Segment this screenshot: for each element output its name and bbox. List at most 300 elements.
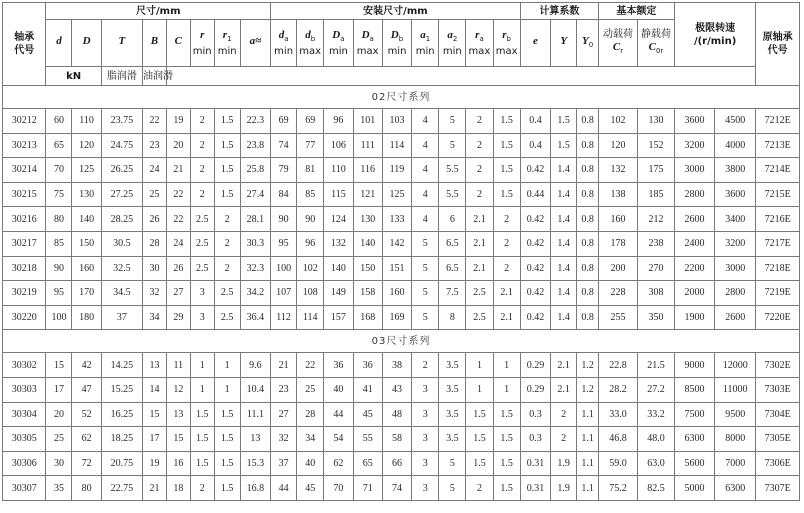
column-limit-label: max xyxy=(468,45,491,57)
table-cell: 48.0 xyxy=(638,427,675,452)
table-cell: 22.8 xyxy=(598,353,637,378)
table-cell: 1 xyxy=(214,353,240,378)
table-row xyxy=(3,133,800,158)
table-cell: 36.4 xyxy=(240,305,270,330)
table-cell: 2400 xyxy=(674,231,714,256)
table-cell: 27.25 xyxy=(101,182,142,207)
table-cell: 30307 xyxy=(3,476,46,501)
table-cell: 3 xyxy=(412,451,439,476)
table-cell: 140 xyxy=(72,207,101,232)
table-cell: 30 xyxy=(143,256,167,281)
table-cell: 0.4 xyxy=(520,109,550,134)
table-cell: 3.5 xyxy=(439,353,466,378)
table-cell: 32 xyxy=(271,427,297,452)
table-cell: 0.42 xyxy=(520,256,550,281)
table-cell: 3200 xyxy=(715,231,756,256)
table-cell: 1.4 xyxy=(551,231,577,256)
table-cell: 2 xyxy=(493,231,520,256)
table-cell: 90 xyxy=(46,256,72,281)
dimensions-group-header: 尺寸/mm xyxy=(46,3,271,20)
table-cell: 54 xyxy=(324,427,353,452)
table-cell: 2 xyxy=(214,256,240,281)
table-cell: 7307E xyxy=(756,476,800,501)
table-cell: 2.1 xyxy=(466,256,493,281)
table-cell: 96 xyxy=(324,109,353,134)
table-row xyxy=(3,231,800,256)
table-cell: 228 xyxy=(598,281,637,306)
table-cell: 0.31 xyxy=(520,476,550,501)
table-cell: 7.5 xyxy=(439,281,466,306)
table-cell: 15.25 xyxy=(101,377,142,402)
table-cell: 108 xyxy=(297,281,324,306)
table-row xyxy=(3,353,800,378)
table-cell: 7303E xyxy=(756,377,800,402)
table-cell: 0.8 xyxy=(577,256,599,281)
table-cell: 22 xyxy=(166,207,190,232)
table-cell: 138 xyxy=(598,182,637,207)
table-cell: 5000 xyxy=(674,476,714,501)
static-load-header xyxy=(638,20,675,67)
table-cell: 3 xyxy=(412,377,439,402)
table-cell: 200 xyxy=(598,256,637,281)
table-cell: 1 xyxy=(493,353,520,378)
rating-unit-header: kN xyxy=(46,67,101,86)
oil-lubrication-header: 油润滑 xyxy=(143,67,167,86)
table-cell: 90 xyxy=(297,207,324,232)
table-cell: 132 xyxy=(598,158,637,183)
table-cell: 14.25 xyxy=(101,353,142,378)
table-cell: 1.5 xyxy=(214,402,240,427)
table-cell: 18.25 xyxy=(101,427,142,452)
table-cell: 5.5 xyxy=(439,158,466,183)
table-cell: 14 xyxy=(143,377,167,402)
mount-col-header xyxy=(324,20,353,67)
column-symbol: d xyxy=(278,28,285,41)
table-cell: 3.5 xyxy=(439,402,466,427)
table-cell: 5 xyxy=(412,256,439,281)
table-cell: 140 xyxy=(353,231,382,256)
table-cell: 152 xyxy=(638,133,675,158)
table-cell: 0.3 xyxy=(520,427,550,452)
column-limit-label: min xyxy=(192,45,212,57)
table-cell: 1.4 xyxy=(551,182,577,207)
table-cell: 151 xyxy=(382,256,411,281)
table-cell: 74 xyxy=(382,476,411,501)
column-subscript: b xyxy=(398,34,404,43)
table-cell: 110 xyxy=(72,109,101,134)
column-subscript: a xyxy=(369,34,374,43)
static-load-symbol: C xyxy=(648,40,656,53)
table-cell: 22.3 xyxy=(240,109,270,134)
table-cell: 1.5 xyxy=(466,427,493,452)
table-row xyxy=(3,377,800,402)
table-cell: 27 xyxy=(271,402,297,427)
table-cell: 0.8 xyxy=(577,109,599,134)
table-cell: 70 xyxy=(324,476,353,501)
table-cell: 125 xyxy=(382,182,411,207)
table-cell: 44 xyxy=(271,476,297,501)
column-symbol: r xyxy=(475,28,480,41)
table-cell: 5 xyxy=(412,231,439,256)
table-cell: 2.5 xyxy=(466,305,493,330)
table-cell: 36 xyxy=(324,353,353,378)
table-cell: 2600 xyxy=(715,305,756,330)
table-cell: 1 xyxy=(190,377,214,402)
table-cell: 1.5 xyxy=(551,109,577,134)
table-cell: 2 xyxy=(214,231,240,256)
table-cell: 1.5 xyxy=(493,133,520,158)
table-cell: 95 xyxy=(46,281,72,306)
table-cell: 1.5 xyxy=(190,427,214,452)
table-row xyxy=(3,256,800,281)
table-cell: 18 xyxy=(166,476,190,501)
table-cell: 102 xyxy=(297,256,324,281)
table-cell: 28 xyxy=(297,402,324,427)
table-cell: 2 xyxy=(466,133,493,158)
table-cell: 45 xyxy=(297,476,324,501)
table-cell: 1.5 xyxy=(493,158,520,183)
table-cell: 2.1 xyxy=(466,231,493,256)
table-cell: 42 xyxy=(72,353,101,378)
table-cell: 1.5 xyxy=(493,476,520,501)
table-cell: 95 xyxy=(271,231,297,256)
table-cell: 80 xyxy=(72,476,101,501)
table-cell: 0.42 xyxy=(520,281,550,306)
table-cell: 130 xyxy=(72,182,101,207)
table-cell: 7220E xyxy=(756,305,800,330)
table-cell: 13 xyxy=(143,353,167,378)
table-cell: 110 xyxy=(324,158,353,183)
mount-col-header xyxy=(466,20,493,67)
column-symbol: D xyxy=(390,28,399,41)
dynamic-load-label: 动载荷 xyxy=(602,28,633,40)
table-cell: 2 xyxy=(190,109,214,134)
table-cell: 1.5 xyxy=(493,451,520,476)
table-cell: 34 xyxy=(297,427,324,452)
table-cell: 25 xyxy=(46,427,72,452)
table-cell: 160 xyxy=(382,281,411,306)
column-symbol: d xyxy=(305,28,311,41)
table-cell: 130 xyxy=(638,109,675,134)
table-cell: 16 xyxy=(166,451,190,476)
table-cell: 0.42 xyxy=(520,231,550,256)
table-cell: 158 xyxy=(353,281,382,306)
limit-speed-group-header: 极限转速 /(r/min) xyxy=(674,3,755,67)
table-cell: 9000 xyxy=(674,353,714,378)
table-cell: 3000 xyxy=(674,158,714,183)
column-symbol: Y xyxy=(560,34,568,47)
table-cell: 6.5 xyxy=(439,231,466,256)
table-cell: 24 xyxy=(166,231,190,256)
table-cell: 1.4 xyxy=(551,305,577,330)
column-symbol: d xyxy=(56,34,62,47)
table-row xyxy=(3,427,800,452)
table-cell: 1.5 xyxy=(551,133,577,158)
table-cell: 121 xyxy=(353,182,382,207)
table-cell: 2800 xyxy=(674,182,714,207)
table-cell: 19 xyxy=(143,451,167,476)
table-row xyxy=(3,476,800,501)
column-symbol: Y xyxy=(581,34,589,47)
table-cell: 1.2 xyxy=(577,353,599,378)
table-cell: 16.25 xyxy=(101,402,142,427)
table-cell: 1.5 xyxy=(190,451,214,476)
table-cell: 12000 xyxy=(715,353,756,378)
table-cell: 27.2 xyxy=(638,377,675,402)
table-cell: 60 xyxy=(46,109,72,134)
table-cell: 1.1 xyxy=(577,402,599,427)
table-cell: 27 xyxy=(166,281,190,306)
table-cell: 114 xyxy=(297,305,324,330)
table-cell: 13 xyxy=(240,427,270,452)
table-cell: 2 xyxy=(190,133,214,158)
table-cell: 130 xyxy=(353,207,382,232)
table-cell: 30217 xyxy=(3,231,46,256)
table-cell: 2 xyxy=(493,256,520,281)
table-cell: 1.4 xyxy=(551,256,577,281)
table-cell: 1.5 xyxy=(190,402,214,427)
table-cell: 149 xyxy=(324,281,353,306)
column-subscript: a xyxy=(284,34,289,43)
table-cell: 17 xyxy=(143,427,167,452)
table-cell: 15.3 xyxy=(240,451,270,476)
table-cell: 15 xyxy=(166,427,190,452)
table-cell: 48 xyxy=(382,402,411,427)
dynamic-load-subscript: r xyxy=(620,46,624,55)
table-cell: 2.1 xyxy=(493,281,520,306)
table-cell: 0.42 xyxy=(520,305,550,330)
table-cell: 21.5 xyxy=(638,353,675,378)
table-cell: 30219 xyxy=(3,281,46,306)
dims-col-header xyxy=(240,20,270,67)
table-cell: 115 xyxy=(324,182,353,207)
table-cell: 4500 xyxy=(715,109,756,134)
table-cell: 160 xyxy=(72,256,101,281)
grease-lubrication-header: 脂润滑 xyxy=(101,67,142,86)
table-cell: 1.5 xyxy=(493,427,520,452)
table-row xyxy=(3,109,800,134)
dims-col-header xyxy=(72,20,101,67)
table-cell: 125 xyxy=(72,158,101,183)
table-cell: 111 xyxy=(353,133,382,158)
table-cell: 6300 xyxy=(715,476,756,501)
mount-col-header xyxy=(382,20,411,67)
table-cell: 1.5 xyxy=(466,402,493,427)
table-cell: 22 xyxy=(297,353,324,378)
dims-col-header xyxy=(143,20,167,67)
table-cell: 27.4 xyxy=(240,182,270,207)
table-cell: 32.3 xyxy=(240,256,270,281)
table-cell: 69 xyxy=(297,109,324,134)
table-cell: 0.29 xyxy=(520,353,550,378)
table-row xyxy=(3,281,800,306)
table-cell: 71 xyxy=(353,476,382,501)
table-cell: 1.5 xyxy=(493,182,520,207)
table-cell: 0.8 xyxy=(577,231,599,256)
table-cell: 0.8 xyxy=(577,158,599,183)
original-code-header: 原轴承 代号 xyxy=(756,3,800,86)
table-cell: 7216E xyxy=(756,207,800,232)
table-cell: 2.5 xyxy=(190,207,214,232)
dims-col-header xyxy=(166,20,190,67)
table-cell: 15 xyxy=(143,402,167,427)
table-cell: 2800 xyxy=(715,281,756,306)
table-cell: 0.3 xyxy=(520,402,550,427)
table-cell: 1.9 xyxy=(551,451,577,476)
table-cell: 22 xyxy=(166,182,190,207)
mount-col-header xyxy=(353,20,382,67)
table-cell: 2 xyxy=(412,353,439,378)
table-cell: 30212 xyxy=(3,109,46,134)
table-cell: 84 xyxy=(271,182,297,207)
mounting-dimensions-group-header: 安装尺寸/mm xyxy=(271,3,521,20)
column-subscript: 0 xyxy=(588,40,594,49)
column-symbol: a xyxy=(420,28,426,41)
column-subscript: 1 xyxy=(227,34,232,43)
mount-col-header xyxy=(493,20,520,67)
table-cell: 40 xyxy=(324,377,353,402)
table-cell: 21 xyxy=(271,353,297,378)
table-cell: 140 xyxy=(324,256,353,281)
table-cell: 3 xyxy=(190,305,214,330)
table-cell: 2000 xyxy=(674,281,714,306)
table-cell: 21 xyxy=(143,476,167,501)
dims-col-header xyxy=(101,20,142,67)
table-cell: 5.5 xyxy=(439,182,466,207)
dynamic-load-symbol: C xyxy=(612,40,621,53)
table-cell: 5 xyxy=(439,451,466,476)
table-cell: 22.75 xyxy=(101,476,142,501)
table-cell: 3600 xyxy=(674,109,714,134)
table-cell: 66 xyxy=(382,451,411,476)
table-cell: 0.31 xyxy=(520,451,550,476)
table-cell: 3600 xyxy=(715,182,756,207)
table-cell: 7213E xyxy=(756,133,800,158)
table-cell: 29 xyxy=(166,305,190,330)
table-cell: 107 xyxy=(271,281,297,306)
table-cell: 142 xyxy=(382,231,411,256)
static-load-label: 静载荷 xyxy=(640,28,671,40)
dims-col-header xyxy=(214,20,240,67)
table-cell: 28 xyxy=(143,231,167,256)
table-cell: 44 xyxy=(324,402,353,427)
table-cell: 1 xyxy=(493,377,520,402)
column-limit-label: max xyxy=(299,45,322,57)
table-cell: 1.1 xyxy=(577,476,599,501)
table-cell: 32.5 xyxy=(101,256,142,281)
table-cell: 30214 xyxy=(3,158,46,183)
table-cell: 2 xyxy=(190,476,214,501)
table-cell: 65 xyxy=(46,133,72,158)
table-cell: 238 xyxy=(638,231,675,256)
column-subscript: a xyxy=(479,34,484,43)
table-cell: 102 xyxy=(598,109,637,134)
column-limit-label: min xyxy=(217,45,237,57)
table-cell: 96 xyxy=(297,231,324,256)
table-cell: 3 xyxy=(412,402,439,427)
table-cell: 33.0 xyxy=(598,402,637,427)
column-symbol: r xyxy=(222,28,228,41)
table-cell: 2.5 xyxy=(190,256,214,281)
table-cell: 30220 xyxy=(3,305,46,330)
table-cell: 36 xyxy=(353,353,382,378)
table-cell: 133 xyxy=(382,207,411,232)
table-row xyxy=(3,451,800,476)
bearing-data-table xyxy=(2,2,800,501)
table-cell: 34.2 xyxy=(240,281,270,306)
table-cell: 2.5 xyxy=(466,281,493,306)
table-cell: 30213 xyxy=(3,133,46,158)
table-cell: 2 xyxy=(466,182,493,207)
table-cell: 5 xyxy=(412,281,439,306)
section-row xyxy=(3,330,800,353)
table-cell: 2200 xyxy=(674,256,714,281)
table-cell: 2.1 xyxy=(551,377,577,402)
table-cell: 1 xyxy=(214,377,240,402)
table-cell: 59.0 xyxy=(598,451,637,476)
column-subscript: a xyxy=(340,34,345,43)
section-title: 03尺寸系列 xyxy=(3,330,800,353)
table-cell: 25.8 xyxy=(240,158,270,183)
table-cell: 7302E xyxy=(756,353,800,378)
table-cell: 9.6 xyxy=(240,353,270,378)
section-title: 02尺寸系列 xyxy=(3,86,800,109)
table-cell: 1.5 xyxy=(214,451,240,476)
table-cell: 28.1 xyxy=(240,207,270,232)
column-limit-label: min xyxy=(415,45,435,57)
table-cell: 90 xyxy=(271,207,297,232)
table-cell: 23.75 xyxy=(101,109,142,134)
table-cell: 7219E xyxy=(756,281,800,306)
table-cell: 8500 xyxy=(674,377,714,402)
table-cell: 2 xyxy=(214,207,240,232)
table-cell: 1.5 xyxy=(214,109,240,134)
table-cell: 124 xyxy=(324,207,353,232)
table-cell: 4 xyxy=(412,133,439,158)
table-cell: 7000 xyxy=(715,451,756,476)
column-subscript: 2 xyxy=(452,34,458,43)
table-cell: 8 xyxy=(439,305,466,330)
table-cell: 0.29 xyxy=(520,377,550,402)
table-cell: 20 xyxy=(46,402,72,427)
table-cell: 0.8 xyxy=(577,281,599,306)
table-cell: 103 xyxy=(382,109,411,134)
table-cell: 4 xyxy=(412,158,439,183)
table-row xyxy=(3,402,800,427)
table-cell: 63.0 xyxy=(638,451,675,476)
table-cell: 1.1 xyxy=(577,451,599,476)
table-cell: 1.5 xyxy=(466,451,493,476)
column-symbol: D xyxy=(361,28,370,41)
table-cell: 1900 xyxy=(674,305,714,330)
table-cell: 1.5 xyxy=(214,182,240,207)
table-cell: 24.75 xyxy=(101,133,142,158)
table-cell: 45 xyxy=(353,402,382,427)
table-cell: 30215 xyxy=(3,182,46,207)
table-cell: 255 xyxy=(598,305,637,330)
table-cell: 1.5 xyxy=(214,427,240,452)
calc-col-header xyxy=(520,20,550,67)
table-cell: 0.8 xyxy=(577,207,599,232)
table-row xyxy=(3,182,800,207)
table-cell: 3400 xyxy=(715,207,756,232)
dims-col-header xyxy=(190,20,214,67)
table-cell: 24 xyxy=(143,158,167,183)
calculation-factors-group-header: 计算系数 xyxy=(520,3,598,20)
table-cell: 2.5 xyxy=(190,231,214,256)
table-cell: 0.42 xyxy=(520,158,550,183)
column-subscript: b xyxy=(506,34,511,43)
